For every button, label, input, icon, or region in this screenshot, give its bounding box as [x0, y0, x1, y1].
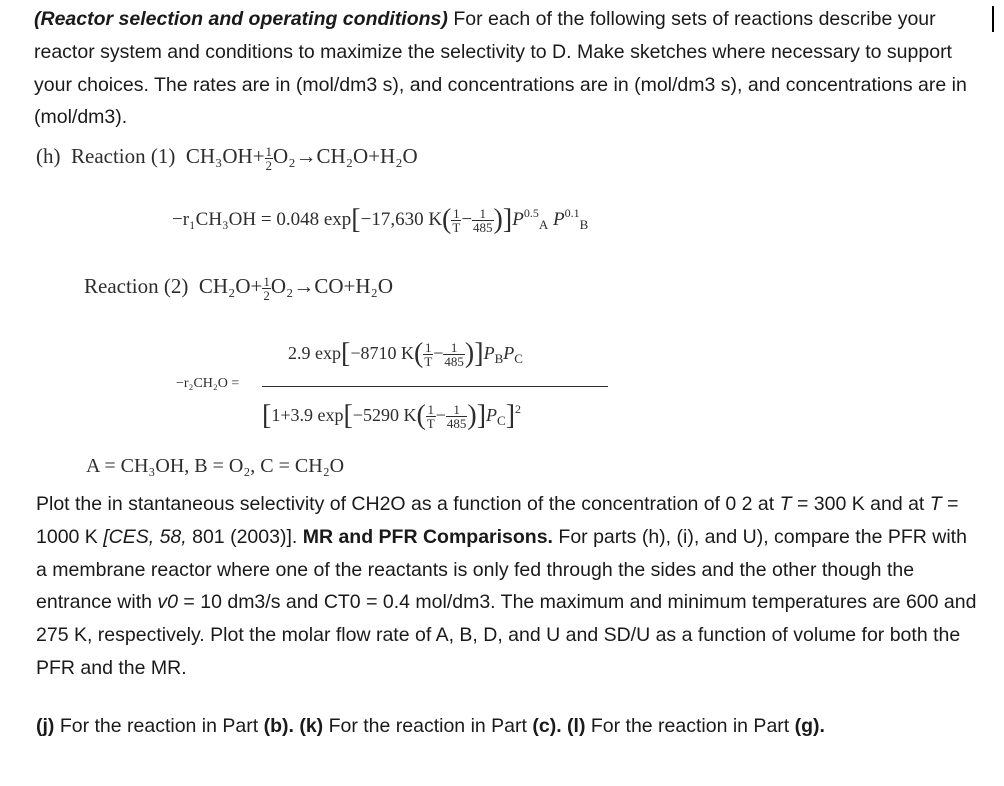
reaction-2	[84, 274, 393, 302]
problem-intro-text: For each of the following sets of reactions describe your reactor system and conditions to maximize the selectivity to D. Make sketches where necessary to support your choices. The rates are in (mol/dm3 s), and concentrations are in (mol/dm3 s), and concentrations are in (mol/dm3).	[34, 8, 967, 129]
mr-pfr-heading: MR and PFR Comparisons.	[302, 525, 553, 548]
parts-jkl: (j) For the reaction in Part (b). (k) For the reaction in Part (c). (l) For the reaction in Part (g).	[36, 715, 825, 737]
plot-instructions: Plot the in stantaneous selectivity of CH2O as a function of the concentration of 0 2 at T = 300 K and at T = 1000 K [CES, 58, 801 (2003)]. MR and PFR Comparisons. For parts (h), (i), and U), compare the PFR with a membrane reactor where one of the reactants is only fed through the sides and the other though the entrance with v0 = 10 dm3/s and CT0 = 0.4 mol/dm3. The maximum and minimum temperatures are 600 and 275 K, respectively. Plot the molar flow rate of A, B, D, and U and SD/U as a function of volume for both the PFR and the MR.	[36, 493, 977, 679]
reaction-2-rhs: O₂→CO+H₂O	[270, 274, 394, 298]
rate-2-fraction-bar	[262, 386, 608, 387]
rate-1: −r₁CH₃OH = 0.048 exp[−17,630 K( $\frac{1}{T}$ − $\frac{1}{485}$ )]$P^{0.5}_A$ $P^{0.1}_B$	[172, 204, 589, 236]
reaction-1-label: Reaction (1)	[71, 144, 176, 168]
rate-1-inner: −17,630 K	[360, 209, 443, 230]
rate-1-exponent-a: 0.5	[523, 206, 539, 220]
problem-title: (Reactor selection and operating conditions)	[34, 8, 448, 30]
citation: [CES, 58,	[103, 525, 187, 548]
text-cursor	[992, 6, 994, 32]
part-label: (h)	[36, 144, 61, 168]
half-fraction: $\frac{1}{2}$	[265, 143, 273, 173]
reaction-1	[36, 144, 418, 172]
reaction-2-label: Reaction (2)	[84, 274, 189, 298]
reaction-1-lhs: CH₃OH+	[185, 144, 265, 168]
problem-intro	[34, 3, 979, 134]
species-definitions: A = CH₃OH, B = O₂, C = CH₂O	[86, 455, 345, 477]
rate-2-denominator: [1+3.9 exp[−5290 K( $\frac{1}{T}$ − $\frac{1}{485}$ )]$P_C]^2$	[262, 400, 522, 432]
reaction-2-lhs: CH₂O+	[198, 274, 263, 298]
rate-2-lhs: −r₂CH₂O =	[176, 376, 240, 391]
reaction-1-rhs: O₂→CH₂O+H₂O	[273, 144, 418, 168]
rate-2-numerator: 2.9 exp[−8710 K( $\frac{1}{T}$ − $\frac{1}{485}$ )]$P_BP_C$	[288, 338, 523, 370]
half-fraction: $\frac{1}{2}$	[263, 273, 270, 303]
rate-1-exponent-b: 0.1	[564, 206, 580, 220]
rate-1-lhs: −r₁CH₃OH = 0.048 exp	[172, 209, 352, 230]
